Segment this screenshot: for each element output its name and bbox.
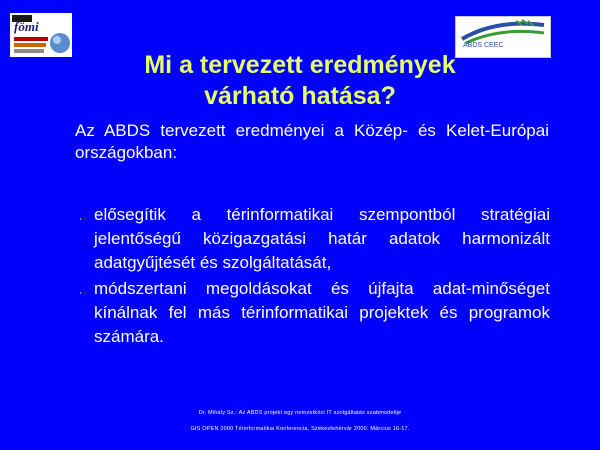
bullet-text: elősegítik a térinformatikai szempontból stratégiai jelentőségű közigazgatási határ adatok harmonizált adatgyűjtését és szolgáltatását, <box>94 205 550 272</box>
intro-paragraph: Az ABDS tervezett eredményei a Közép- és Kelet-Európai országokban: <box>75 121 549 162</box>
bullet-icon <box>80 218 88 220</box>
bullet-item <box>80 277 550 349</box>
bullet-icon <box>80 292 88 294</box>
abds-ceec-logo-text: ABDS CEEC <box>463 42 504 49</box>
footer-line1: Dr. Mihály Sz.: Az ABDS projekt egy nemzetközi IT szolgáltatás szabmodellje <box>198 410 402 416</box>
slide-title-line2: várható hatása? <box>204 82 396 110</box>
bullet-list <box>80 203 550 349</box>
slide-title <box>60 50 540 112</box>
bullet-text: módszertani megoldásokat és újfajta adat-minőséget kínálnak fel más térinformatikai projektek és programok számára. <box>94 279 550 346</box>
slide-title-line1: Mi a tervezett eredmények <box>144 51 456 79</box>
bullet-item <box>80 203 550 275</box>
footer-line2: GIS OPEN 2000 Térinformatikai Konferencia, Székesfehérvár 2000. Március 16-17. <box>190 426 410 432</box>
svg-text:fömi: fömi <box>14 19 39 34</box>
